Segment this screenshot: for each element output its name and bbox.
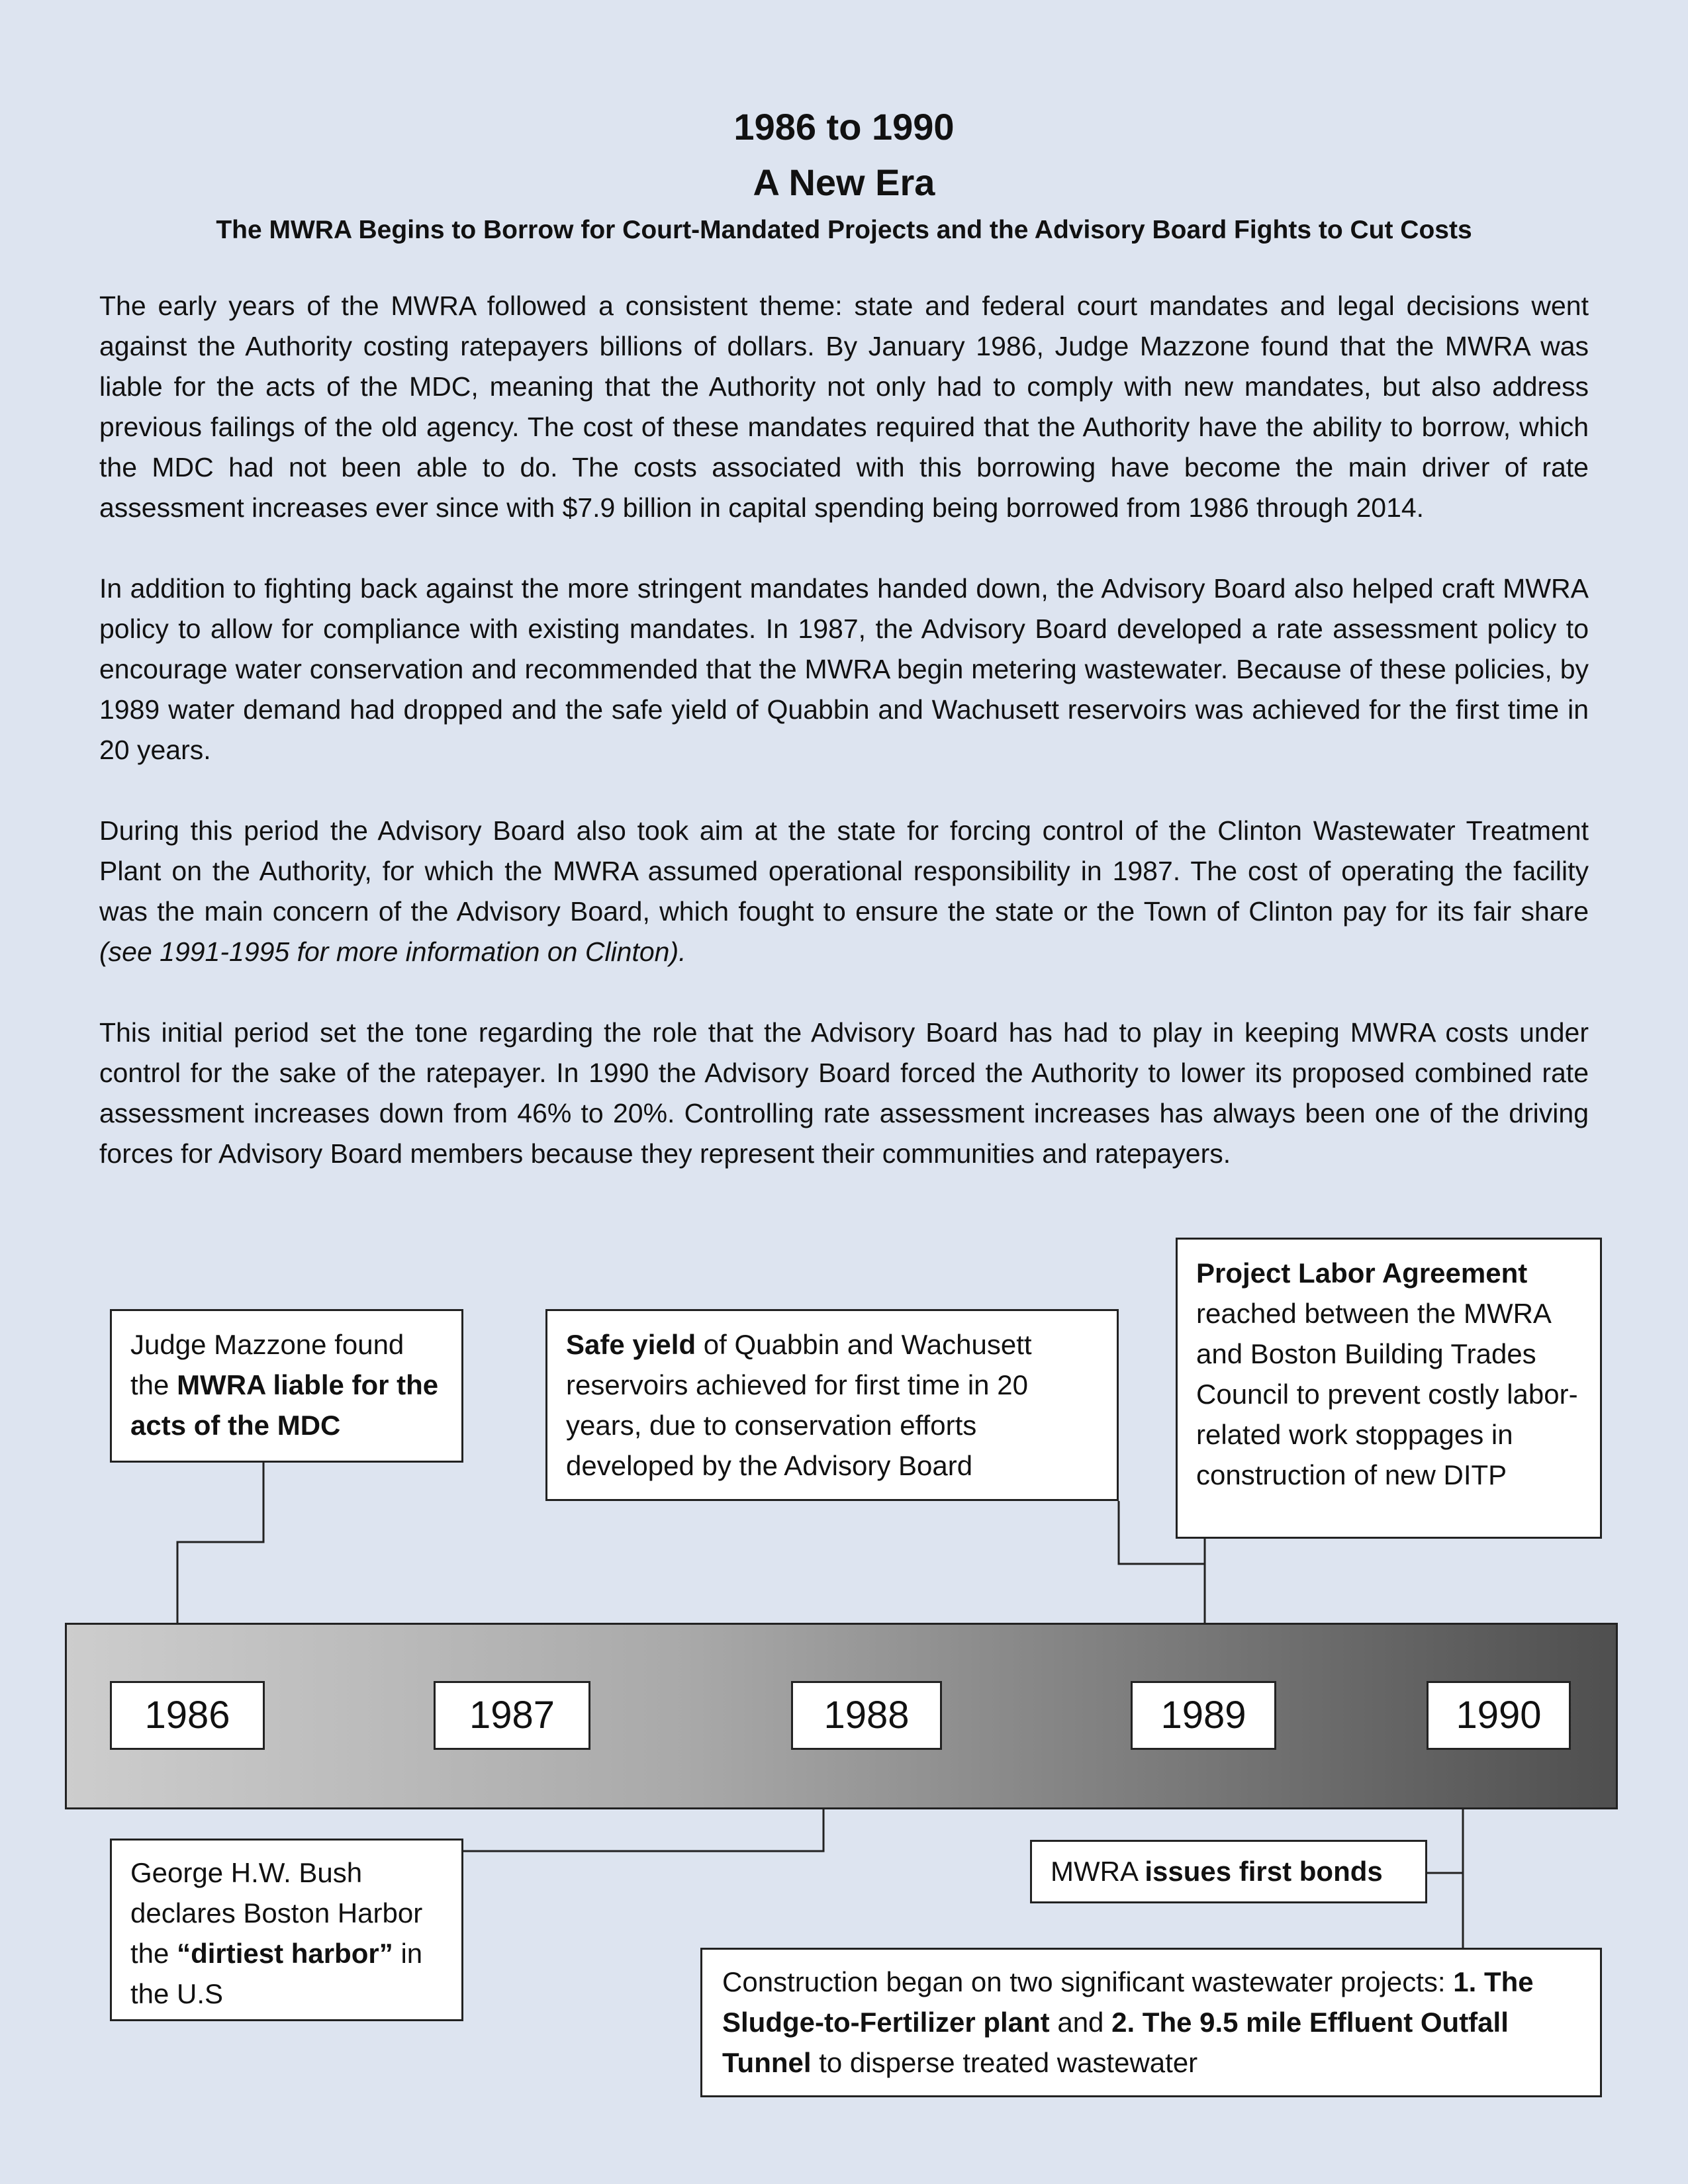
year-1989: 1989 — [1131, 1681, 1276, 1750]
event-bush-bold: “dirtiest harbor” — [177, 1938, 393, 1969]
event-construction — [700, 1948, 1602, 2097]
year-1987: 1987 — [434, 1681, 590, 1750]
event-bonds-bold: issues first bonds — [1145, 1856, 1383, 1887]
event-first-bonds — [1030, 1840, 1427, 1903]
connector-mazzone — [177, 1463, 263, 1623]
paragraph-4: This initial period set the tone regarding the role that the Advisory Board has had to play in keeping MWRA costs under control for the sake of the ratepayer. In 1990 the Advisory Board forced the Authority to lower its proposed combined rate assessment increases down from 46% to 20%. Controlling rate assessment increases has always been one of the driving forces for Advisory Board members because they represent their communities and ratepayers. — [99, 1017, 1589, 1169]
connector-bush — [463, 1809, 823, 1851]
title-years: 1986 to 1990 — [733, 106, 955, 148]
title-era: A New Era — [753, 161, 935, 203]
paragraph-1: The early years of the MWRA followed a consistent theme: state and federal court mandates and legal decisions went against the Authority costing ratepayers billions of dollars. By January 1986, Judge Mazzone found that the MWRA was liable for the acts of the MDC, meaning that the Authority not only had to comply with new mandates, but also address previous failings of the old agency. The cost of these mandates required that the Authority have the ability to borrow, which the MDC had not been able to do. The costs associated with this borrowing have become the main driver of rate assessment increases ever since with $7.9 billion in capital spending being borrowed from 1986 through 2014. — [99, 291, 1589, 523]
paragraph-2: In addition to fighting back against the more stringent mandates handed down, the Advisory Board also helped craft MWRA policy to allow for compliance with existing mandates. In 1987, the Advisory Board developed a rate assessment policy to encourage water conservation and recommended that the MWRA begin metering wastewater. Because of these policies, by 1989 water demand had dropped and the safe yield of Quabbin and Wachusett reservoirs was achieved for the first time in 20 years. — [99, 573, 1589, 765]
event-mazzone-bold: MWRA liable for the acts of the MDC — [130, 1369, 439, 1441]
paragraph-3-italic: (see 1991-1995 for more information on Clinton). — [99, 936, 686, 967]
subtitle: The MWRA Begins to Borrow for Court-Mandated Projects and the Advisory Board Fights to Cut Costs — [216, 216, 1472, 244]
event-project-labor-agreement — [1176, 1238, 1602, 1539]
event-construction-bold-1: 1. The Sludge-to-Fertilizer plant — [722, 1966, 1534, 2038]
year-1986: 1986 — [110, 1681, 265, 1750]
year-1990: 1990 — [1427, 1681, 1571, 1750]
event-pla-text: reached between the MWRA and Boston Building Trades Council to prevent costly labor-related work stoppages in construction of new DITP — [1196, 1298, 1578, 1490]
event-bush-text: George H.W. Bush declares Boston Harbor the — [130, 1857, 423, 1969]
event-safe-yield-text: of Quabbin and Wachusett reservoirs achieved for first time in 20 years, due to conservation efforts developed by the Advisory Board — [566, 1329, 1032, 1481]
event-construction-text-end: to disperse treated wastewater — [811, 2047, 1198, 2078]
event-construction-text: Construction began on two significant wastewater projects: — [722, 1966, 1454, 1997]
event-construction-and: and — [1049, 2007, 1112, 2038]
event-safe-yield — [545, 1309, 1119, 1501]
paragraph-3-text: During this period the Advisory Board also took aim at the state for forcing control of the Clinton Wastewater Treatment Plant on the Authority, for which the MWRA assumed operational responsibility in 1987. The cost of operating the facility was the main concern of the Advisory Board, which fought to ensure the state or the Town of Clinton pay for its fair share — [99, 815, 1589, 927]
event-mazzone — [110, 1309, 463, 1463]
year-1988: 1988 — [791, 1681, 942, 1750]
event-bush — [110, 1839, 463, 2021]
event-bush-text-end: in the U.S — [130, 1938, 423, 2009]
event-safe-yield-bold: Safe yield — [566, 1329, 696, 1360]
event-pla-bold: Project Labor Agreement — [1196, 1257, 1528, 1289]
event-bonds-text: MWRA — [1051, 1856, 1145, 1887]
event-construction-bold-2: 2. The 9.5 mile Effluent Outfall Tunnel — [722, 2007, 1509, 2078]
event-mazzone-text: Judge Mazzone found the — [130, 1329, 404, 1400]
